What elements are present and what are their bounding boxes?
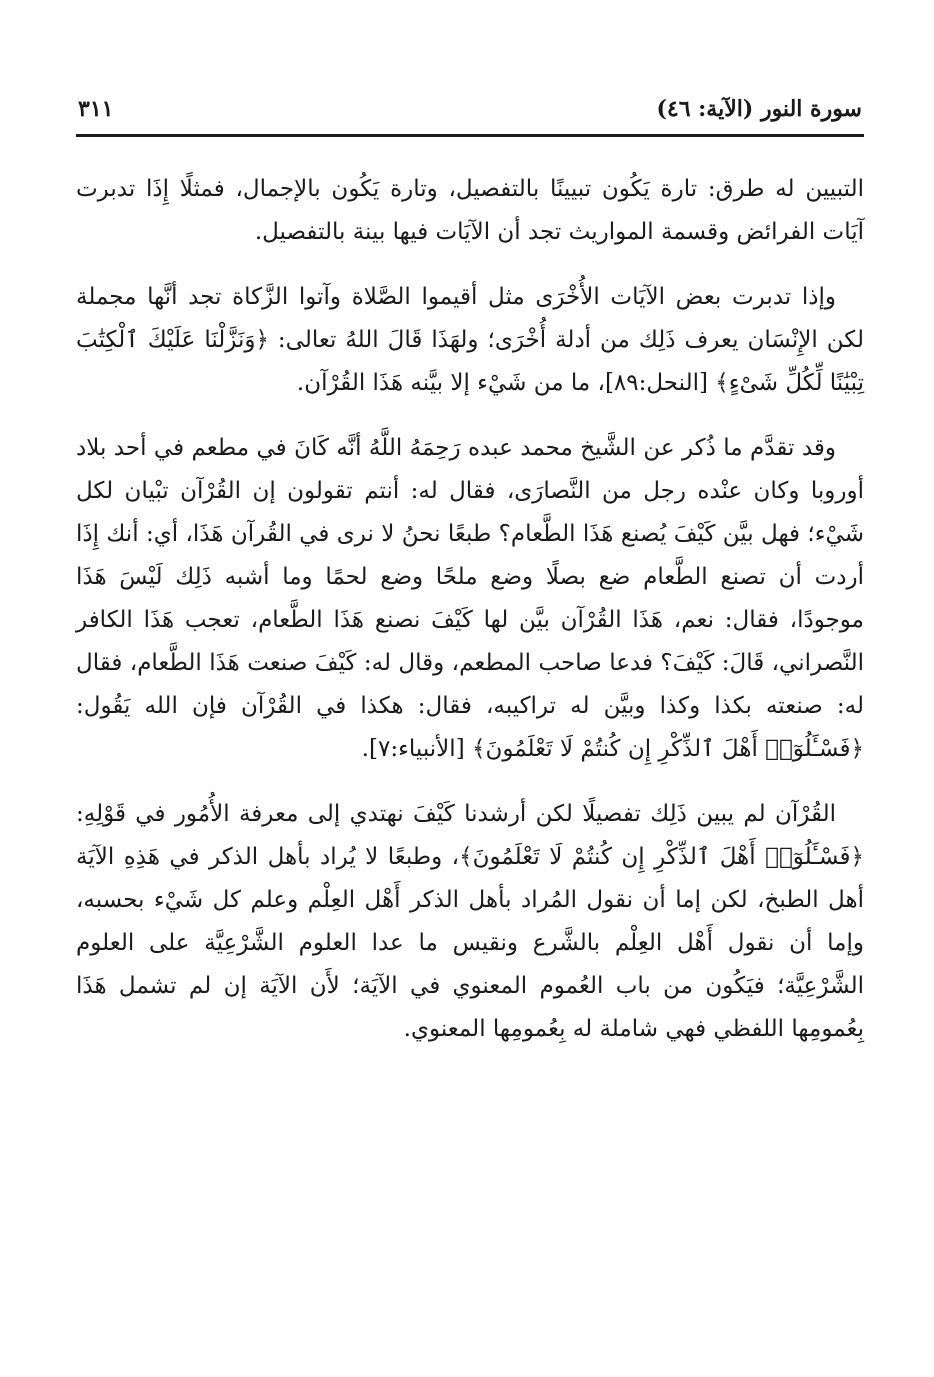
header-divider (76, 134, 864, 137)
paragraph-3: وقد تقدَّم ما ذُكر عن الشَّيخ محمد عبده رَحِمَهُ اللَّهُ أنَّه كَانَ في مطعم في أحد بلاد أوروبا وكان عنْده رجل من النَّصارَى، فقال له: أنتم تقولون إن القُرْآن تبْيان لكل شَيْء؛ فهل بيَّن كَيْفَ يُصنع هَذَا الطَّعام؟ طبعًا نحنُ لا نرى في القُرآن هَذَا، أي: أنك إِذَا أردت أن تصنع الطَّعام ضع بصلًا وضع ملحًا وضع لحمًا وما أشبه ذَلِك لَيْسَ هَذَا موجودًا، فقال: نعم، هَذَا القُرْآن بيَّن لها كَيْفَ نصنع هَذَا الطَّعام، تعجب هَذَا الكافر النَّصراني، قَالَ: كَيْفَ؟ فدعا صاحب المطعم، وقال له: كَيْفَ صنعت هَذَا الطَّعام، فقال له: صنعته بكذا وكذا وبيَّن له تراكيبه، فقال: هكذا في القُرْآن فإن الله يَقُول: ﴿فَسْـَٔلُوٓا۟ أَهْلَ ٱلذِّكْرِ إِن كُنتُمْ لَا تَعْلَمُونَ﴾ [الأنبياء:٧]. (76, 435, 864, 762)
paragraph-2: وإذا تدبرت بعض الآيَات الأُخْرَى مثل أقيموا الصَّلاة وآتوا الزَّكاة تجد أنَّها مجملة لكن الإِنْسَان يعرف ذَلِك من أدلة أُخْرَى؛ ولهَذَا قَالَ اللهُ تعالى: ﴿وَنَزَّلْنَا عَلَيْكَ ٱلْكِتَٰبَ تِبْيَٰنًا لِّكُلِّ شَىْءٍ﴾ [النحل:٨٩]، ما من شَيْء إلا بيَّنه هَذَا القُرْآن. (76, 284, 864, 396)
paragraph-1: التبيين له طرق: تارة يَكُون تبيينًا بالتفصيل، وتارة يَكُون بالإجمال، فمثلًا إِذَا تدبرت آيَات الفرائض وقسمة المواريث تجد أن الآيَات فيها بينة بالتفصيل. (76, 176, 864, 245)
page-number: ٣١١ (78, 96, 114, 122)
surah-title: سورة النور (الآية: ٤٦) (656, 96, 862, 122)
page-body (76, 168, 864, 1073)
page-header (78, 92, 862, 132)
paragraph-4: القُرْآن لم يبين ذَلِك تفصيلًا لكن أرشدنا كَيْفَ نهتدي إلى معرفة الأُمُور في قَوْلِهِ: ﴿فَسْـَٔلُوٓا۟ أَهْلَ ٱلذِّكْرِ إِن كُنتُمْ لَا تَعْلَمُونَ﴾، وطبعًا لا يُراد بأهل الذكر في هَذِهِ الآيَة أهل الطبخ، لكن إما أن نقول المُراد بأهل الذكر أَهْل العِلْم وعلم كل شَيْء بحسبه، وإما أن نقول أَهْل العِلْم بالشَّرع ونقيس ما عدا العلوم الشَّرْعِيَّة على العلوم الشَّرْعِيَّة؛ فيَكُون من باب العُموم المعنوي في الآيَة؛ لأَن الآيَة إن لم تشمل هَذَا بِعُمومِها اللفظي فهي شاملة له بِعُمومِها المعنوي. (76, 801, 864, 1042)
